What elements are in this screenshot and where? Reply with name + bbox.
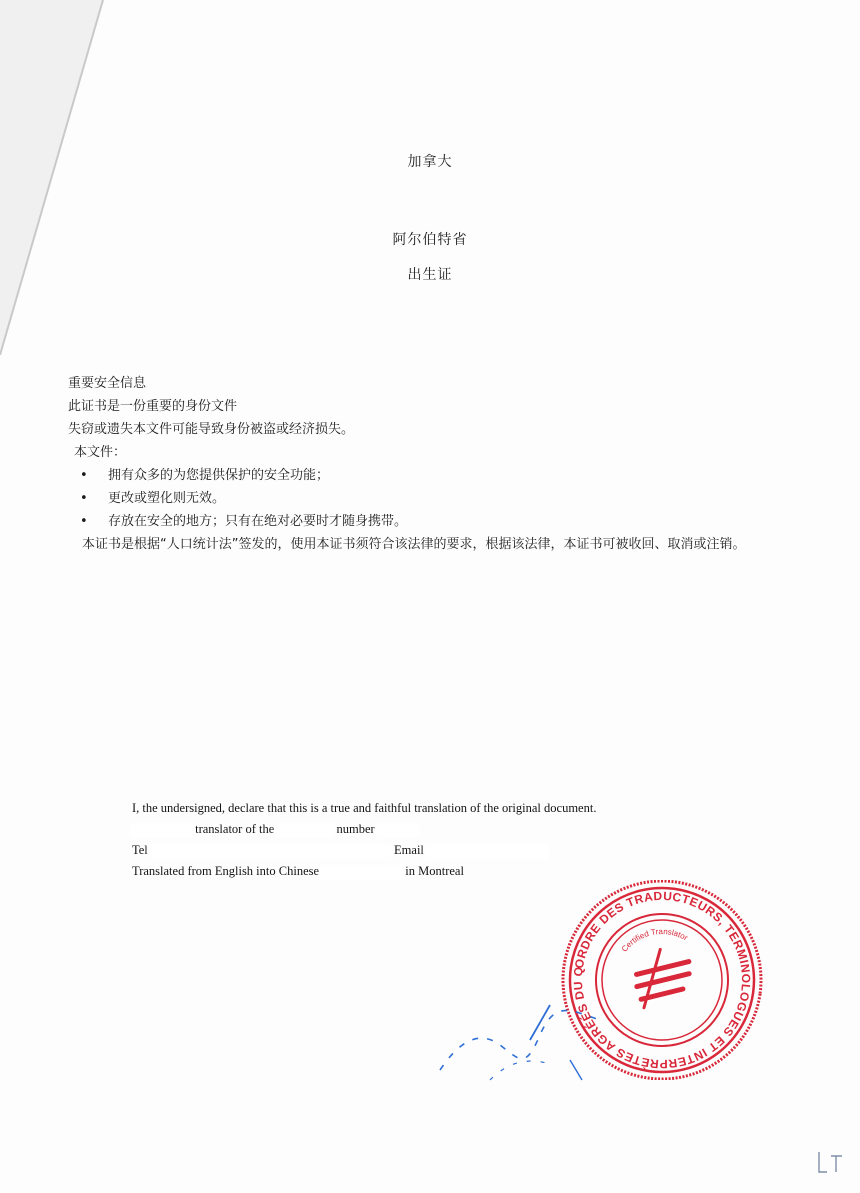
svg-text:Certified Translator [619,921,690,962]
bullet-text: 存放在安全的地方；只有在绝对必要时才随身携带。 [108,514,408,529]
declaration-line: I, the undersigned, declare that this is a true and faithful translation of the original document. [132,801,597,815]
notice-closing: 本证书是根据“人口统计法”签发的，使用本证书须符合该法律的要求，根据该法律，本证书可被收回、取消或注销。 [82,537,746,552]
declaration-fragment: in Montreal [405,864,464,878]
redacted-region [378,825,418,836]
notice-line: 此证书是一份重要的身份文件 [68,399,238,414]
declaration-line [132,840,612,861]
notice-bullet [68,464,828,487]
redacted-region [132,825,192,836]
declaration-line [132,819,612,840]
handwritten-page-mark [815,1148,845,1176]
document-title: 出生证 [407,267,453,283]
bullet-text: 更改或塑化则无效。 [108,491,226,506]
bullet-symbol: • [80,514,88,529]
declaration-fragment: Email [394,843,424,857]
notice-bullet [68,510,828,533]
security-notice [68,372,828,556]
province-heading: 阿尔伯特省 [392,232,468,248]
declaration-fragment: translator of the [195,822,275,836]
notice-intro: 本文件： [74,445,127,460]
translator-signature [430,1000,610,1090]
declaration-fragment: Tel [132,843,148,857]
stamp-inner-text: Certified Translator [619,926,690,954]
country-heading: 加拿大 [407,154,453,170]
redacted-region [277,825,333,836]
bullet-text: 拥有众多的为您提供保护的安全功能； [108,468,330,483]
stamp-emblem [632,947,692,1014]
bullet-symbol: • [80,468,88,483]
redacted-region [322,867,402,878]
notice-line: 失窃或遗失本文件可能导致身份被盗或经济损失。 [68,422,355,437]
notice-heading: 重要安全信息 [68,376,147,391]
redacted-region [151,846,391,857]
declaration-fragment: number [336,822,375,836]
declaration-fragment: Translated from English into Chinese [132,864,320,878]
redacted-region [427,846,547,857]
stamp-outer-text: ORDRE DES TRADUCTEURS, TERMINOLOGUES ET INTERPRÈTES AGRÉÉS DU QUÉBEC [570,888,754,1072]
bullet-symbol: • [80,491,88,506]
notice-bullet [68,487,828,510]
translator-declaration [132,798,612,882]
declaration-line [132,861,612,882]
